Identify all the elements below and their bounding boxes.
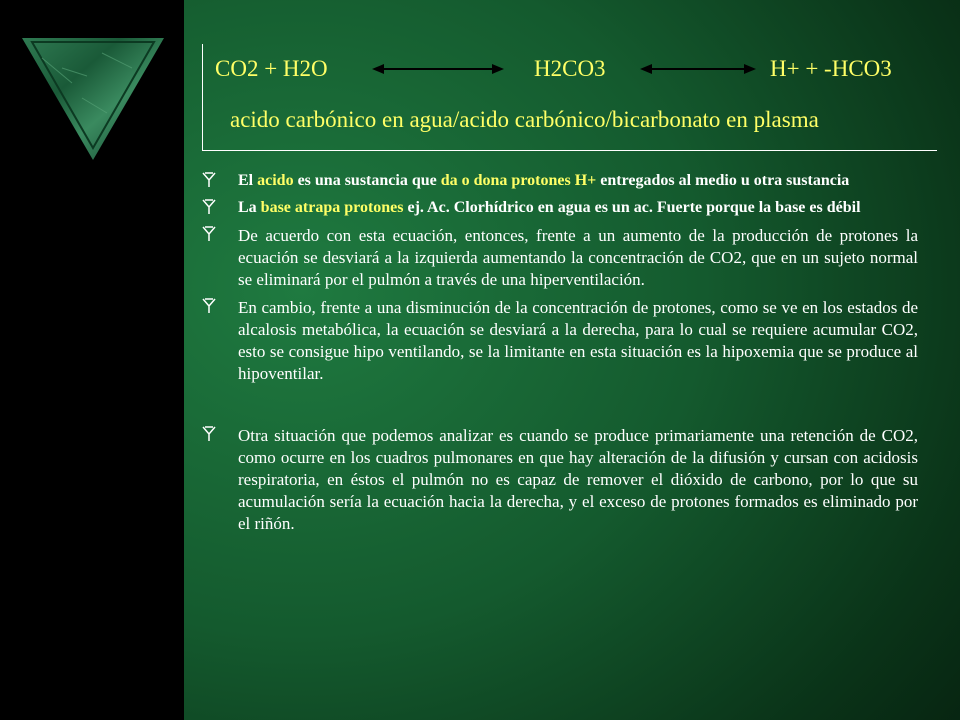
- bullet-list: [202, 171, 918, 535]
- bullet-text: es una sustancia que: [293, 172, 441, 189]
- bullet-text: La: [238, 199, 261, 216]
- double-arrow-icon: [640, 62, 756, 76]
- bullet-equation-right: [202, 297, 918, 385]
- bullet-text: En cambio, frente a una disminución de la concentración de protones, como se ve en los estados de alcalosis metabólica, la ecuación se desviará a la derecha, para lo cual se requiere acumular CO2, esto se consigue hipo ventilando, se la limitante en esta situación es la hipoxemia que se produce al hipoventilar.: [238, 298, 918, 383]
- equation-reactant: CO2 + H2O: [215, 56, 328, 81]
- highlight-text: base atrapa protones: [260, 199, 404, 216]
- y-bullet-icon: [202, 226, 216, 242]
- green-marble-triangle-icon: [22, 38, 164, 160]
- equation-intermediate: H2CO3: [534, 56, 606, 81]
- y-bullet-icon: [202, 426, 216, 442]
- bullet-co2-retention: [202, 425, 918, 535]
- bullet-text: entregados al medio u otra sustancia: [596, 172, 850, 189]
- left-black-sidebar: [0, 0, 184, 720]
- bullet-acid-definition: [202, 171, 918, 191]
- equation-products: H+ + -HCO3: [770, 56, 892, 81]
- bullet-text: El: [238, 172, 258, 189]
- highlight-text: acido: [257, 172, 294, 189]
- bullet-text: ej. Ac. Clorhídrico en agua es un ac. Fuerte porque la base es débil: [403, 199, 861, 216]
- bullet-text: De acuerdo con esta ecuación, entonces, frente a un aumento de la producción de protones la ecuación se desviará a la izquierda aumentando la concentración de CO2, que en un sujeto normal se eliminará por el pulmón a través de una hiperventilación.: [238, 226, 918, 289]
- bullet-text: Otra situación que podemos analizar es cuando se produce primariamente una retención de CO2, como ocurre en los cuadros pulmonares en que hay alteración de la difusión y cursan con acidosis respiratoria, en éstos el pulmón no es capaz de remover el dióxido de carbono, por lo que su acumulación sería la ecuación hacia la derecha, y el exceso de protones formados es eliminado por el riñón.: [238, 426, 918, 533]
- y-bullet-icon: [202, 199, 216, 215]
- double-arrow-icon: [372, 62, 504, 76]
- bullet-base-definition: [202, 198, 918, 218]
- y-bullet-icon: [202, 298, 216, 314]
- equation-subtitle: acido carbónico en agua/acido carbónico/bicarbonato en plasma: [230, 107, 819, 132]
- y-bullet-icon: [202, 172, 216, 188]
- highlight-text: da o dona protones H+: [440, 172, 597, 189]
- bullet-equation-left: [202, 225, 918, 291]
